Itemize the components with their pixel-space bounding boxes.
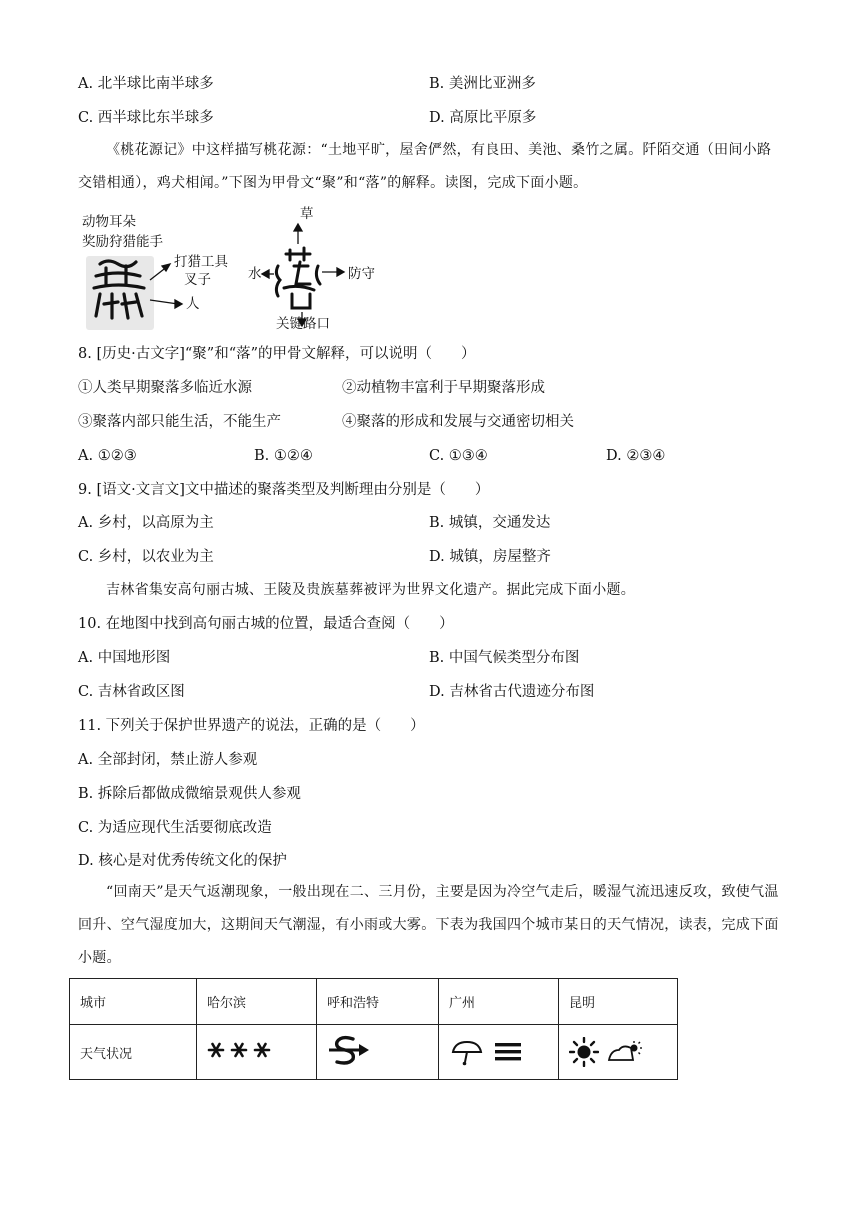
label-defense: 防守 <box>348 266 375 282</box>
q11-option-c: C. 为适应现代生活要彻底改造 <box>78 820 272 836</box>
q11-option-b: B. 拆除后都做成微缩景观供人参观 <box>78 786 301 802</box>
luo-arrows <box>262 224 344 326</box>
passage-taohuayuan: 《桃花源记》中这样描写桃花源：“土地平旷，屋舍俨然，有良田、美池、桑竹之属。阡陌交通（田间小路交错相通），鸡犬相闻。”下图为甲骨文“聚”和“落”的解释。读图，完成下面小题。 <box>78 142 772 191</box>
passage-goguryeo: 吉林省集安高句丽古城、王陵及贵族墓葬被评为世界文化遗产。据此完成下面小题。 <box>106 582 636 598</box>
header-city: 城市 <box>70 979 197 1025</box>
passage-huinantian: “回南天”是天气返潮现象，一般出现在二、三月份，主要是因为冷空气走后，暖湿气流迅速反攻，致使气温回升、空气湿度加大，这期间天气潮湿，有小雨或大雾。下表为我国四个城市某日的天气情况，读表，完成下面小题。 <box>78 884 779 966</box>
q10-option-c: C. 吉林省政区图 <box>78 684 185 700</box>
q7-option-d: D. 高原比平原多 <box>429 110 537 126</box>
header-hohhot: 呼和浩特 <box>317 979 439 1025</box>
ju-glyph <box>94 261 144 318</box>
oracle-bone-figure <box>78 204 378 334</box>
header-kunming: 昆明 <box>559 979 678 1025</box>
header-harbin: 哈尔滨 <box>197 979 317 1025</box>
q7-option-b: B. 美洲比亚洲多 <box>429 76 536 92</box>
kunming-icons <box>569 1037 667 1067</box>
header-guangzhou: 广州 <box>439 979 559 1025</box>
label-hunting-tool: 打猎工具 <box>174 254 228 270</box>
luo-glyph <box>276 248 320 308</box>
q11-option-a: A. 全部封闭，禁止游人参观 <box>78 752 258 768</box>
sandstorm-icon <box>327 1033 373 1067</box>
fog-icon <box>493 1041 523 1063</box>
q10-stem: 10. 在地图中找到高句丽古城的位置，最适合查阅（ ） <box>78 616 454 632</box>
cell-kunming-weather <box>559 1025 678 1080</box>
label-animal-ear: 动物耳朵 <box>82 214 136 230</box>
weather-table-condition-row <box>70 1025 678 1080</box>
q8-option-b: B. ①②④ <box>254 448 313 464</box>
q9-option-c: C. 乡村，以农业为主 <box>78 549 214 565</box>
sunny-icon <box>569 1037 599 1067</box>
q8-statement-3: ③聚落内部只能生活，不能生产 <box>78 414 281 430</box>
cell-hohhot-weather <box>317 1025 439 1080</box>
weather-table-header-row <box>70 979 678 1025</box>
partly-cloudy-icon <box>607 1040 643 1064</box>
label-fork: 叉子 <box>184 272 211 288</box>
q10-option-b: B. 中国气候类型分布图 <box>429 650 580 666</box>
snow-icon <box>207 1040 273 1060</box>
q9-option-d: D. 城镇，房屋整齐 <box>429 549 551 565</box>
light-rain-icon <box>449 1038 485 1066</box>
q8-statement-2: ②动植物丰富利于早期聚落形成 <box>342 380 545 396</box>
q7-option-c: C. 西半球比东半球多 <box>78 110 214 126</box>
label-key-road: 关键路口 <box>276 316 330 332</box>
label-person: 人 <box>186 296 200 312</box>
q8-statement-1: ①人类早期聚落多临近水源 <box>78 380 252 396</box>
q7-option-a: A. 北半球比南半球多 <box>78 76 214 92</box>
label-water: 水 <box>248 266 262 282</box>
label-grass: 草 <box>300 206 314 222</box>
weather-table <box>69 978 678 1080</box>
q9-stem: 9. [语文·文言文]文中描述的聚落类型及判断理由分别是（ ） <box>78 482 490 498</box>
q8-stem: 8. [历史·古文字]“聚”和“落”的甲骨文解释，可以说明（ ） <box>78 346 476 362</box>
ju-arrows <box>150 264 182 308</box>
q10-option-a: A. 中国地形图 <box>78 650 171 666</box>
cell-guangzhou-weather <box>439 1025 559 1080</box>
q10-option-d: D. 吉林省古代遗迹分布图 <box>429 684 595 700</box>
q11-stem: 11. 下列关于保护世界遗产的说法，正确的是（ ） <box>78 718 425 734</box>
q8-option-c: C. ①③④ <box>429 448 488 464</box>
q8-option-a: A. ①②③ <box>78 448 137 464</box>
q9-option-b: B. 城镇，交通发达 <box>429 515 551 531</box>
guangzhou-icons <box>449 1038 548 1066</box>
label-reward-hunter: 奖励狩猎能手 <box>82 234 163 250</box>
cell-harbin-weather <box>197 1025 317 1080</box>
row-label-weather: 天气状况 <box>70 1025 197 1080</box>
q8-statement-4: ④聚落的形成和发展与交通密切相关 <box>342 414 574 430</box>
q11-option-d: D. 核心是对优秀传统文化的保护 <box>78 853 287 869</box>
q9-option-a: A. 乡村，以高原为主 <box>78 515 214 531</box>
q8-option-d: D. ②③④ <box>606 448 666 464</box>
